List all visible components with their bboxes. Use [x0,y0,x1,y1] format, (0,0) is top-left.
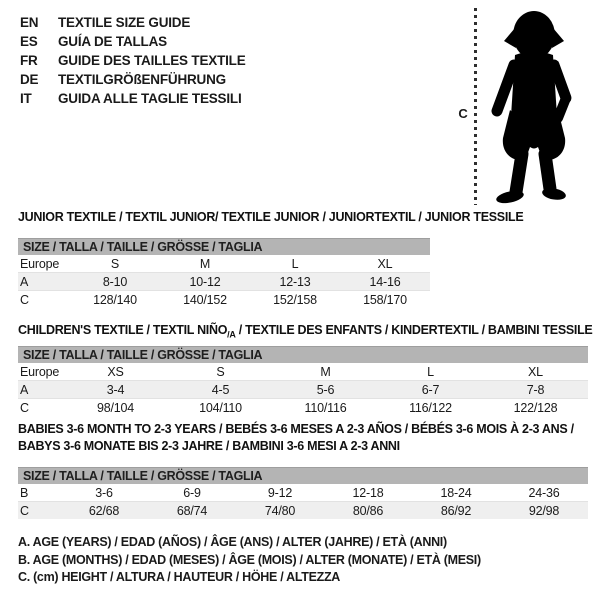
table-cell: M [199,256,211,271]
note-a: A. AGE (YEARS) / EDAD (AÑOS) / ÂGE (ANS) / ALTER (JAHRE) / ETÀ (ANNI) [18,535,447,549]
table-row [18,381,588,399]
children-title-subscript: /A [227,329,236,340]
size-header-bar: SIZE / TALLA / TAILLE / GRÖSSE / TAGLIA [18,238,430,255]
lang-row-it [20,89,246,108]
table-cell: 92/98 [528,503,560,518]
lang-label: GUIDA ALLE TAGLIE TESSILI [58,91,242,106]
size-header-bar: SIZE / TALLA / TAILLE / GRÖSSE / TAGLIA [18,467,588,484]
legend-notes [18,534,481,587]
lang-label: TEXTILGRÖßENFÜHRUNG [58,72,226,87]
lang-label: TEXTILE SIZE GUIDE [58,15,191,30]
lang-code: IT [20,91,32,106]
table-cell: 86/92 [440,503,472,518]
table-row [18,255,430,273]
language-list [20,13,246,108]
table-cell: C [20,400,29,415]
children-title-text: CHILDREN'S TEXTILE / TEXTIL NIÑO [18,323,228,337]
table-cell: C [20,503,29,518]
table-cell: 158/170 [363,292,407,307]
table-cell: S [216,364,225,379]
lang-row-en [20,13,246,32]
table-row [18,363,588,381]
table-cell: 98/104 [96,400,135,415]
lang-label: GUÍA DE TALLAS [58,34,167,49]
table-cell: 110/116 [304,400,347,415]
table-cell: XL [377,256,393,271]
table-cell: 74/80 [264,503,296,518]
table-cell: A [20,274,29,289]
table-cell: 24-36 [528,485,560,500]
table-row [18,399,588,417]
lang-label: GUIDE DES TAILLES TEXTILE [58,53,246,68]
babies-table [18,467,588,519]
table-cell: 4-5 [211,382,230,397]
lang-code: ES [20,34,38,49]
lang-code: DE [20,72,39,87]
table-cell: L [427,364,434,379]
table-row [18,484,588,502]
table-cell: XS [107,364,124,379]
table-cell: 104/110 [199,400,242,415]
table-cell: 6-7 [421,382,440,397]
babies-table-title-line2: BABYS 3-6 MONATE BIS 2-3 JAHRE / BAMBINI 3-6 MESI A 2-3 ANNI [18,439,400,453]
height-measure-label: C [458,106,468,121]
table-cell: 6-9 [183,485,201,500]
table-cell: 128/140 [93,292,137,307]
table-cell: 12-13 [279,274,311,289]
lang-row-de [20,70,246,89]
table-cell: B [20,485,29,500]
lang-row-fr [20,51,246,70]
junior-table [18,238,430,308]
table-cell: Europe [20,256,60,271]
lang-row-es [20,32,246,51]
table-cell: L [291,256,299,271]
note-c: C. (cm) HEIGHT / ALTURA / HAUTEUR / HÖHE / ALTEZZA [18,570,341,584]
table-cell: 62/68 [88,503,120,518]
table-cell: 80/86 [352,503,384,518]
table-cell: 122/128 [513,400,558,415]
children-title-text: / TEXTILE DES ENFANTS / KINDERTEXTIL / BAMBINI TESSILE [235,323,593,337]
table-cell: C [20,292,29,307]
table-cell: S [110,256,120,271]
table-cell: A [20,382,29,397]
baby-silhouette-icon [482,8,580,206]
children-table [18,346,588,416]
table-cell: 3-6 [95,485,113,500]
lang-code: EN [20,15,39,30]
lang-code: FR [20,53,38,68]
table-row [18,273,430,291]
table-cell: 10-12 [189,274,221,289]
table-cell: XL [528,364,543,379]
babies-table-title-line1: BABIES 3-6 MONTH TO 2-3 YEARS / BEBÉS 3-6 MESES A 2-3 AÑOS / BÉBÉS 3-6 MOIS À 2-3 ANS / [18,422,574,436]
table-cell: 3-4 [106,382,125,397]
table-cell: 116/122 [409,400,452,415]
table-cell: 5-6 [316,382,335,397]
note-b: B. AGE (MONTHS) / EDAD (MESES) / ÂGE (MOIS) / ALTER (MONATE) / ETÀ (MESI) [18,552,481,567]
table-row [18,502,588,520]
table-cell: 68/74 [176,503,208,518]
table-cell: 140/152 [183,292,227,307]
size-header-bar: SIZE / TALLA / TAILLE / GRÖSSE / TAGLIA [18,346,588,363]
table-cell: Europe [20,364,60,379]
table-cell: M [320,364,331,379]
table-cell: 12-18 [352,485,384,500]
height-measure-dotted-line [474,8,477,205]
table-cell: 18-24 [440,485,472,500]
table-cell: 7-8 [526,382,545,397]
junior-table-title: JUNIOR TEXTILE / TEXTIL JUNIOR/ TEXTILE JUNIOR / JUNIORTEXTIL / JUNIOR TESSILE [18,210,524,224]
table-cell: 14-16 [369,274,401,289]
table-cell: 8-10 [102,274,128,289]
table-cell: 9-12 [267,485,293,500]
table-row [18,291,430,309]
children-table-title [18,323,592,340]
table-cell: 152/158 [273,292,317,307]
